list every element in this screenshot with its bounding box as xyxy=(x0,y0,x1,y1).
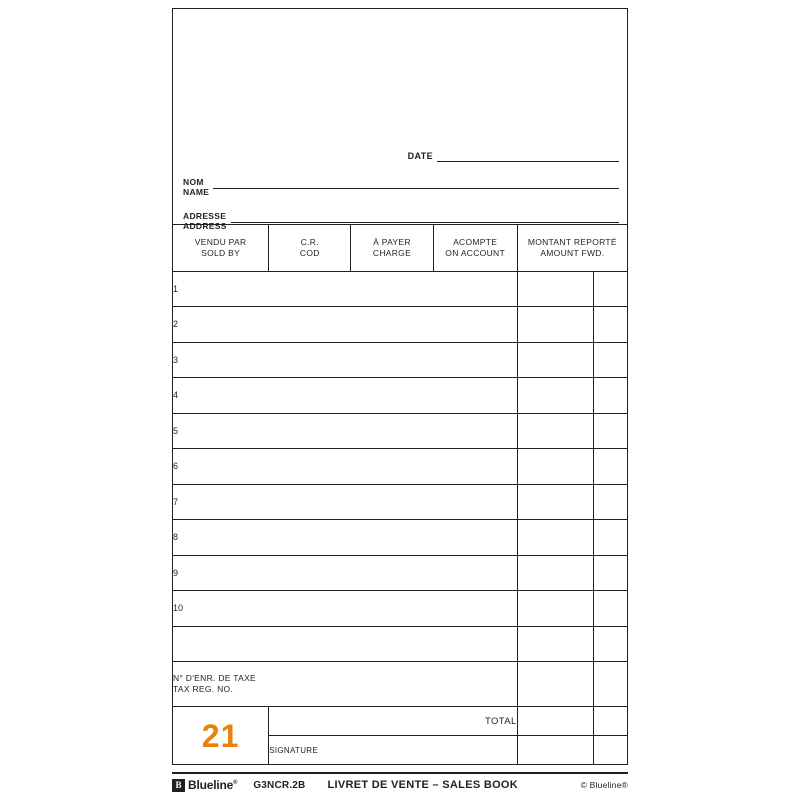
form-title: LIVRET DE VENTE – SALES BOOK xyxy=(327,779,519,791)
table-row[interactable] xyxy=(173,342,628,378)
sales-book-form xyxy=(172,8,628,792)
column-header-amount-fwd-en: AMOUNT FWD. xyxy=(540,247,605,258)
column-header-charge xyxy=(351,224,433,271)
table-row[interactable] xyxy=(173,307,628,343)
cents-cell-7[interactable] xyxy=(593,484,627,520)
amount-cell-6[interactable] xyxy=(517,449,593,485)
address-input-line[interactable] xyxy=(231,221,619,223)
tax-cents-cell[interactable] xyxy=(593,662,627,707)
table-row[interactable] xyxy=(173,271,628,307)
column-header-sold-by-fr: VENDU PAR xyxy=(194,236,247,247)
cents-cell-1[interactable] xyxy=(593,271,627,307)
tax-reg-label-fr: N° D'ENR. DE TAXE xyxy=(173,673,257,683)
table-header-row xyxy=(173,224,628,271)
column-header-cod-fr: C.R. xyxy=(300,236,319,247)
date-field-row xyxy=(173,151,619,162)
name-field-row xyxy=(183,177,619,197)
name-label-en: NAME xyxy=(183,187,210,197)
amount-cell-10[interactable] xyxy=(517,591,593,627)
amount-cell-4[interactable] xyxy=(517,378,593,414)
table-row[interactable] xyxy=(173,378,628,414)
name-input-line[interactable] xyxy=(213,187,619,189)
tax-reg-label-en: TAX REG. NO. xyxy=(173,684,234,694)
total-cents-cell[interactable] xyxy=(593,707,627,736)
line-number-3[interactable]: 3 xyxy=(173,342,518,378)
brand-registered-mark: ® xyxy=(233,780,238,786)
tax-reg-labels[interactable] xyxy=(173,662,518,707)
address-label-fr: ADRESSE xyxy=(183,211,227,221)
address-labels xyxy=(183,211,227,231)
signature-label-cell[interactable]: SIGNATURE xyxy=(269,736,518,765)
blank-amount-cell[interactable] xyxy=(517,626,593,662)
amount-cell-7[interactable] xyxy=(517,484,593,520)
cents-cell-6[interactable] xyxy=(593,449,627,485)
brand-name: Blueline® xyxy=(188,778,238,792)
amount-cell-9[interactable] xyxy=(517,555,593,591)
product-sku: G3NCR.2B xyxy=(253,779,306,791)
blueline-logo-icon: B xyxy=(172,779,185,792)
name-labels xyxy=(183,177,209,197)
column-header-cod xyxy=(269,224,351,271)
name-label-fr: NOM xyxy=(183,177,204,187)
tax-amount-cell[interactable] xyxy=(517,662,593,707)
cents-cell-8[interactable] xyxy=(593,520,627,556)
total-amount-cell[interactable] xyxy=(517,707,593,736)
column-header-on-account-en: ON ACCOUNT xyxy=(445,247,505,258)
column-header-cod-en: COD xyxy=(299,247,320,258)
form-footer xyxy=(172,772,628,792)
amount-cell-2[interactable] xyxy=(517,307,593,343)
column-header-charge-fr: À PAYER xyxy=(373,236,411,247)
form-header-box xyxy=(172,8,628,231)
table-row[interactable] xyxy=(173,413,628,449)
amount-cell-8[interactable] xyxy=(517,520,593,556)
column-header-on-account xyxy=(433,224,517,271)
line-number-4[interactable]: 4 xyxy=(173,378,518,414)
cents-cell-3[interactable] xyxy=(593,342,627,378)
column-header-amount-fwd-fr: MONTANT REPORTÉ xyxy=(527,236,617,247)
column-header-charge-en: CHARGE xyxy=(372,247,412,258)
cents-cell-5[interactable] xyxy=(593,413,627,449)
line-number-7[interactable]: 7 xyxy=(173,484,518,520)
book-number-cell xyxy=(173,707,269,765)
tax-registration-row[interactable] xyxy=(173,662,628,707)
column-header-amount-fwd xyxy=(517,224,627,271)
line-number-1[interactable]: 1 xyxy=(173,271,518,307)
line-number-10[interactable]: 10 xyxy=(173,591,518,627)
amount-cell-3[interactable] xyxy=(517,342,593,378)
amount-cell-5[interactable] xyxy=(517,413,593,449)
cents-cell-4[interactable] xyxy=(593,378,627,414)
table-row-blank[interactable] xyxy=(173,626,628,662)
cents-cell-2[interactable] xyxy=(593,307,627,343)
line-number-8[interactable]: 8 xyxy=(173,520,518,556)
book-number-and-total-row xyxy=(173,707,628,736)
sales-line-items-table xyxy=(172,224,628,766)
table-row[interactable] xyxy=(173,591,628,627)
column-header-on-account-fr: ACOMPTE xyxy=(453,236,498,247)
signature-amount-cell[interactable] xyxy=(517,736,593,765)
date-label: DATE xyxy=(407,151,433,161)
column-header-sold-by-en: SOLD BY xyxy=(201,247,241,258)
signature-cents-cell[interactable] xyxy=(593,736,627,765)
cents-cell-10[interactable] xyxy=(593,591,627,627)
address-input-line-wrap xyxy=(227,211,619,223)
line-number-6[interactable]: 6 xyxy=(173,449,518,485)
cents-cell-9[interactable] xyxy=(593,555,627,591)
book-number: 21 xyxy=(201,717,240,754)
table-row[interactable] xyxy=(173,449,628,485)
line-number-9[interactable]: 9 xyxy=(173,555,518,591)
column-header-sold-by xyxy=(173,224,269,271)
address-label-en: ADDRESS xyxy=(183,221,227,231)
line-number-5[interactable]: 5 xyxy=(173,413,518,449)
name-input-line-wrap xyxy=(209,177,619,189)
amount-cell-1[interactable] xyxy=(517,271,593,307)
copyright-notice: © Blueline® xyxy=(580,780,628,790)
address-field-row xyxy=(183,211,619,231)
table-row[interactable] xyxy=(173,484,628,520)
blank-description-cell[interactable] xyxy=(173,626,518,662)
table-row[interactable] xyxy=(173,555,628,591)
blank-cents-cell[interactable] xyxy=(593,626,627,662)
line-number-2[interactable]: 2 xyxy=(173,307,518,343)
table-row[interactable] xyxy=(173,520,628,556)
total-label-cell: TOTAL xyxy=(269,707,518,736)
date-input-line[interactable] xyxy=(437,160,619,162)
